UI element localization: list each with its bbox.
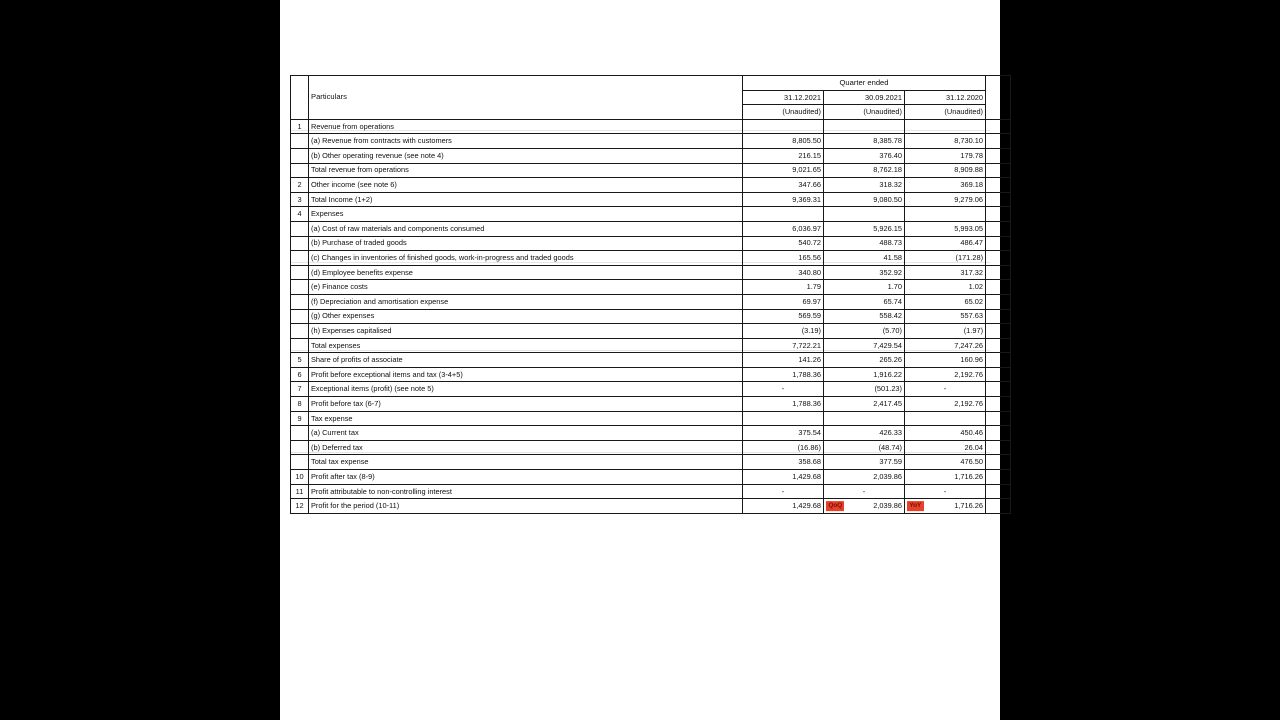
- row-value-col-1: [743, 119, 824, 134]
- table-row: [291, 324, 1011, 339]
- row-serial-number: [291, 236, 309, 251]
- row-tail-blank: [986, 294, 1011, 309]
- table-row: [291, 426, 1011, 441]
- row-value-col-2: 1.70: [824, 280, 905, 295]
- table-row: [291, 163, 1011, 178]
- header-date-col-3: 31.12.2020: [905, 90, 986, 105]
- header-particulars: Particulars: [309, 76, 743, 120]
- table-row: [291, 148, 1011, 163]
- row-value-col-1: 6,036.97: [743, 221, 824, 236]
- row-value-col-2: [824, 411, 905, 426]
- qoq-annotation-badge: QoQ: [826, 501, 844, 511]
- row-particulars: Profit before tax (6-7): [309, 397, 743, 412]
- row-particulars: Expenses: [309, 207, 743, 222]
- row-value-col-1: 569.59: [743, 309, 824, 324]
- row-value-col-2: (501.23): [824, 382, 905, 397]
- row-particulars: (a) Revenue from contracts with customers: [309, 134, 743, 149]
- row-particulars: Exceptional items (profit) (see note 5): [309, 382, 743, 397]
- row-value-col-2: 558.42: [824, 309, 905, 324]
- header-row-title: [291, 76, 1011, 91]
- row-tail-blank: [986, 353, 1011, 368]
- row-serial-number: 7: [291, 382, 309, 397]
- row-value-col-2: (5.70): [824, 324, 905, 339]
- row-value-col-3: 5,993.05: [905, 221, 986, 236]
- row-serial-number: [291, 265, 309, 280]
- row-value-col-3: 9,279.06: [905, 192, 986, 207]
- row-value-col-2: (48.74): [824, 440, 905, 455]
- row-value-col-2: 377.59: [824, 455, 905, 470]
- row-serial-number: [291, 338, 309, 353]
- row-value-col-2: 1,916.22: [824, 367, 905, 382]
- row-value-col-3: 2,192.76: [905, 367, 986, 382]
- row-tail-blank: [986, 192, 1011, 207]
- row-particulars: Profit before exceptional items and tax (3-4+5): [309, 367, 743, 382]
- table-row: [291, 309, 1011, 324]
- row-tail-blank: [986, 499, 1011, 514]
- row-value-col-2: 5,926.15: [824, 221, 905, 236]
- row-value-col-1: 7,722.21: [743, 338, 824, 353]
- table-row: [291, 265, 1011, 280]
- row-particulars: Total expenses: [309, 338, 743, 353]
- row-tail-blank: [986, 134, 1011, 149]
- header-status-col-2: (Unaudited): [824, 105, 905, 120]
- row-value-col-1: 375.54: [743, 426, 824, 441]
- row-serial-number: 11: [291, 484, 309, 499]
- header-status-col-1: (Unaudited): [743, 105, 824, 120]
- row-tail-blank: [986, 440, 1011, 455]
- row-tail-blank: [986, 338, 1011, 353]
- row-serial-number: [291, 294, 309, 309]
- header-status-col-3: (Unaudited): [905, 105, 986, 120]
- row-tail-blank: [986, 382, 1011, 397]
- row-particulars: Profit for the period (10-11): [309, 499, 743, 514]
- table-row: [291, 338, 1011, 353]
- table-row: [291, 484, 1011, 499]
- table-row: [291, 397, 1011, 412]
- table-row: [291, 440, 1011, 455]
- row-value-col-1: 1,429.68: [743, 499, 824, 514]
- row-serial-number: [291, 280, 309, 295]
- row-value-col-3: 557.63: [905, 309, 986, 324]
- table-row: [291, 367, 1011, 382]
- row-tail-blank: [986, 280, 1011, 295]
- table-row: [291, 470, 1011, 485]
- header-quarter-ended: Quarter ended: [743, 76, 986, 91]
- row-value-col-3: -: [905, 484, 986, 499]
- row-value-col-1: 340.80: [743, 265, 824, 280]
- row-value-col-3: [905, 207, 986, 222]
- row-tail-blank: [986, 397, 1011, 412]
- row-particulars: (c) Changes in inventories of finished goods, work-in-progress and traded goods: [309, 251, 743, 266]
- row-value-col-2: 41.58: [824, 251, 905, 266]
- row-value-col-2: -: [824, 484, 905, 499]
- row-serial-number: 1: [291, 119, 309, 134]
- row-tail-blank: [986, 455, 1011, 470]
- row-value-col-3: 179.78: [905, 148, 986, 163]
- row-tail-blank: [986, 484, 1011, 499]
- row-value-col-2: 9,080.50: [824, 192, 905, 207]
- row-serial-number: [291, 455, 309, 470]
- row-value-text: 1,716.26: [954, 501, 984, 511]
- row-serial-number: [291, 426, 309, 441]
- header-date-col-1: 31.12.2021: [743, 90, 824, 105]
- row-serial-number: 2: [291, 178, 309, 193]
- row-value-col-1: [743, 207, 824, 222]
- row-tail-blank: [986, 163, 1011, 178]
- row-value-col-3: 8,909.88: [905, 163, 986, 178]
- row-value-text: 2,039.86: [873, 501, 902, 511]
- table-row: [291, 178, 1011, 193]
- row-particulars: Tax expense: [309, 411, 743, 426]
- table-row: [291, 119, 1011, 134]
- row-value-col-3: 65.02: [905, 294, 986, 309]
- yoy-annotation-badge: YoY: [907, 501, 924, 511]
- row-value-col-3: (171.28): [905, 251, 986, 266]
- row-particulars: Profit after tax (8-9): [309, 470, 743, 485]
- row-serial-number: [291, 148, 309, 163]
- row-value-col-2: 426.33: [824, 426, 905, 441]
- row-value-col-1: -: [743, 484, 824, 499]
- row-particulars: (b) Deferred tax: [309, 440, 743, 455]
- row-value-col-3: 2,192.76: [905, 397, 986, 412]
- header-serial-blank: [291, 76, 309, 120]
- row-tail-blank: [986, 309, 1011, 324]
- table-row: [291, 382, 1011, 397]
- financial-results-table: [290, 75, 1011, 514]
- row-particulars: (d) Employee benefits expense: [309, 265, 743, 280]
- row-value-col-2: 2,039.86: [824, 470, 905, 485]
- row-value-col-3: 486.47: [905, 236, 986, 251]
- row-value-col-1: 1,429.68: [743, 470, 824, 485]
- row-value-col-3: 160.96: [905, 353, 986, 368]
- table-row: [291, 294, 1011, 309]
- row-tail-blank: [986, 148, 1011, 163]
- row-value-col-3: 7,247.26: [905, 338, 986, 353]
- row-value-col-1: 216.15: [743, 148, 824, 163]
- row-tail-blank: [986, 221, 1011, 236]
- row-value-col-2: 8,385.78: [824, 134, 905, 149]
- row-value-col-1: 540.72: [743, 236, 824, 251]
- row-particulars: (a) Cost of raw materials and components consumed: [309, 221, 743, 236]
- table-row: [291, 134, 1011, 149]
- row-value-col-1: 1.79: [743, 280, 824, 295]
- row-value-col-1: 165.56: [743, 251, 824, 266]
- row-value-col-1: [743, 411, 824, 426]
- row-serial-number: [291, 134, 309, 149]
- row-tail-blank: [986, 324, 1011, 339]
- table-row: [291, 499, 1011, 514]
- row-serial-number: [291, 251, 309, 266]
- row-value-col-2: 8,762.18: [824, 163, 905, 178]
- table-body: [291, 119, 1011, 513]
- row-tail-blank: [986, 426, 1011, 441]
- header-tail-blank: [986, 76, 1011, 120]
- row-value-col-1: 1,788.36: [743, 397, 824, 412]
- row-value-col-3: 1,716.26: [905, 470, 986, 485]
- row-serial-number: [291, 324, 309, 339]
- row-value-col-1: 347.66: [743, 178, 824, 193]
- header-date-col-2: 30.09.2021: [824, 90, 905, 105]
- row-value-col-2: 376.40: [824, 148, 905, 163]
- table-row: [291, 192, 1011, 207]
- row-serial-number: [291, 221, 309, 236]
- row-particulars: (g) Other expenses: [309, 309, 743, 324]
- row-serial-number: 9: [291, 411, 309, 426]
- row-serial-number: 6: [291, 367, 309, 382]
- row-tail-blank: [986, 411, 1011, 426]
- row-value-col-3: 317.32: [905, 265, 986, 280]
- row-value-col-2: 265.26: [824, 353, 905, 368]
- row-serial-number: 3: [291, 192, 309, 207]
- row-serial-number: 4: [291, 207, 309, 222]
- row-value-col-1: 9,369.31: [743, 192, 824, 207]
- row-serial-number: [291, 163, 309, 178]
- row-value-col-3: 476.50: [905, 455, 986, 470]
- row-tail-blank: [986, 251, 1011, 266]
- row-particulars: (a) Current tax: [309, 426, 743, 441]
- row-particulars: Profit attributable to non-controlling interest: [309, 484, 743, 499]
- row-serial-number: [291, 440, 309, 455]
- row-value-col-2: 65.74: [824, 294, 905, 309]
- row-value-col-2: 318.32: [824, 178, 905, 193]
- row-value-col-3: (1.97): [905, 324, 986, 339]
- row-value-col-3: [905, 499, 986, 514]
- row-particulars: Share of profits of associate: [309, 353, 743, 368]
- row-tail-blank: [986, 236, 1011, 251]
- row-value-col-3: [905, 411, 986, 426]
- table-row: [291, 236, 1011, 251]
- row-particulars: (f) Depreciation and amortisation expense: [309, 294, 743, 309]
- row-value-col-1: 358.68: [743, 455, 824, 470]
- table-row: [291, 207, 1011, 222]
- row-value-col-2: [824, 119, 905, 134]
- row-value-col-1: (16.86): [743, 440, 824, 455]
- row-value-col-3: 26.04: [905, 440, 986, 455]
- row-value-col-3: 8,730.10: [905, 134, 986, 149]
- row-value-col-2: [824, 499, 905, 514]
- row-tail-blank: [986, 119, 1011, 134]
- row-value-col-3: 450.46: [905, 426, 986, 441]
- row-particulars: Total tax expense: [309, 455, 743, 470]
- row-particulars: (e) Finance costs: [309, 280, 743, 295]
- row-value-col-2: 7,429.54: [824, 338, 905, 353]
- row-serial-number: 10: [291, 470, 309, 485]
- row-serial-number: [291, 309, 309, 324]
- row-tail-blank: [986, 367, 1011, 382]
- row-value-col-1: 9,021.65: [743, 163, 824, 178]
- row-value-col-1: 69.97: [743, 294, 824, 309]
- table-header: [291, 76, 1011, 120]
- row-particulars: (b) Other operating revenue (see note 4): [309, 148, 743, 163]
- row-value-col-2: [824, 207, 905, 222]
- row-particulars: (h) Expenses capitalised: [309, 324, 743, 339]
- table-row: [291, 353, 1011, 368]
- row-value-col-2: 2,417.45: [824, 397, 905, 412]
- row-tail-blank: [986, 178, 1011, 193]
- scanned-document-page: [280, 0, 1000, 720]
- row-value-col-1: 141.26: [743, 353, 824, 368]
- table-row: [291, 221, 1011, 236]
- row-tail-blank: [986, 265, 1011, 280]
- row-particulars: Total Income (1+2): [309, 192, 743, 207]
- row-particulars: (b) Purchase of traded goods: [309, 236, 743, 251]
- row-value-col-3: 369.18: [905, 178, 986, 193]
- row-serial-number: 8: [291, 397, 309, 412]
- row-value-col-3: 1.02: [905, 280, 986, 295]
- row-particulars: Other income (see note 6): [309, 178, 743, 193]
- row-value-col-3: [905, 119, 986, 134]
- row-value-col-1: 1,788.36: [743, 367, 824, 382]
- row-particulars: Revenue from operations: [309, 119, 743, 134]
- row-value-col-3: -: [905, 382, 986, 397]
- row-tail-blank: [986, 207, 1011, 222]
- row-value-col-1: (3.19): [743, 324, 824, 339]
- row-serial-number: 12: [291, 499, 309, 514]
- row-value-col-2: 488.73: [824, 236, 905, 251]
- table-row: [291, 455, 1011, 470]
- row-value-col-1: 8,805.50: [743, 134, 824, 149]
- table-row: [291, 251, 1011, 266]
- row-serial-number: 5: [291, 353, 309, 368]
- table-row: [291, 280, 1011, 295]
- row-value-col-1: -: [743, 382, 824, 397]
- row-particulars: Total revenue from operations: [309, 163, 743, 178]
- row-value-col-2: 352.92: [824, 265, 905, 280]
- row-tail-blank: [986, 470, 1011, 485]
- table-row: [291, 411, 1011, 426]
